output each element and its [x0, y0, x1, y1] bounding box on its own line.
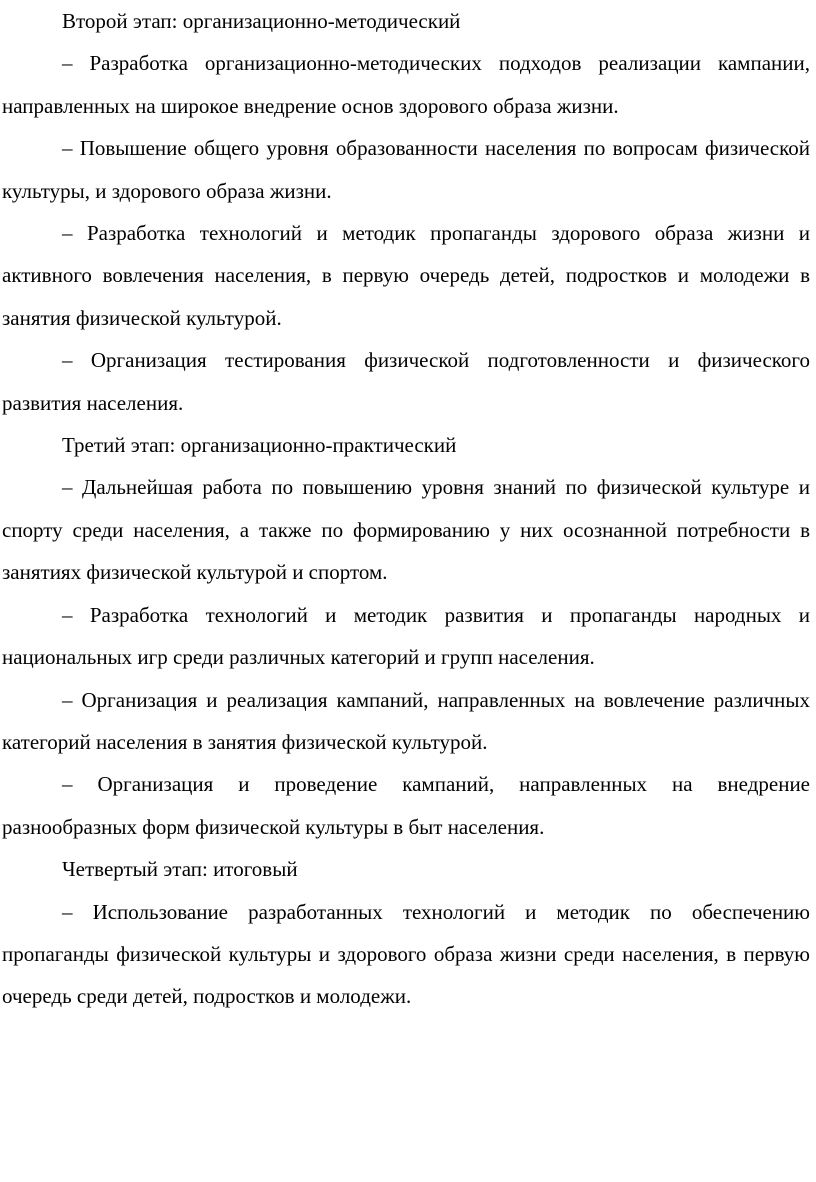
stage3-item-4: – Организация и проведение кампаний, направленных на внедрение разнообразных форм физической культуры в быт населения. — [2, 772, 810, 839]
stage3-item-1: – Дальнейшая работа по повышению уровня знаний по физической культуре и спорту среди населения, а также по формированию у них осознанной потребности в занятиях физической культурой и спортом. — [2, 475, 810, 585]
stage4-item-1: – Использование разработанных технологий и методик по обеспечению пропаганды физической культуры и здорового образа жизни среди населения, в первую очередь среди детей, подростков и молодежи. — [2, 899, 810, 1009]
stage3-item-3: – Организация и реализация кампаний, направленных на вовлечение различных категорий населения в занятия физической культурой. — [2, 687, 810, 754]
stage2-heading: Второй этап: организационно-методический — [62, 9, 461, 33]
stage2-item-3: – Разработка технологий и методик пропаганды здорового образа жизни и активного вовлечения населения, в первую очередь детей, подростков и молодежи в занятия физической культурой. — [2, 221, 810, 330]
stage3-item-2: – Разработка технологий и методик развития и пропаганды народных и национальных игр среди различных категорий и групп населения. — [2, 602, 810, 670]
stage4-heading: Четвертый этап: итоговый — [62, 857, 298, 882]
stage3-heading: Третий этап: организационно-практический — [62, 433, 457, 458]
stage2-item-2: – Повышение общего уровня образованности населения по вопросам физической культуры, и здорового образа жизни. — [2, 136, 810, 203]
stage2-item-1: – Разработка организационно-методических подходов реализации кампании, направленных на широкое внедрение основ здорового образа жизни. — [2, 51, 810, 118]
stage2-item-4: – Организация тестирования физической подготовленности и физического развития населения. — [2, 348, 810, 415]
